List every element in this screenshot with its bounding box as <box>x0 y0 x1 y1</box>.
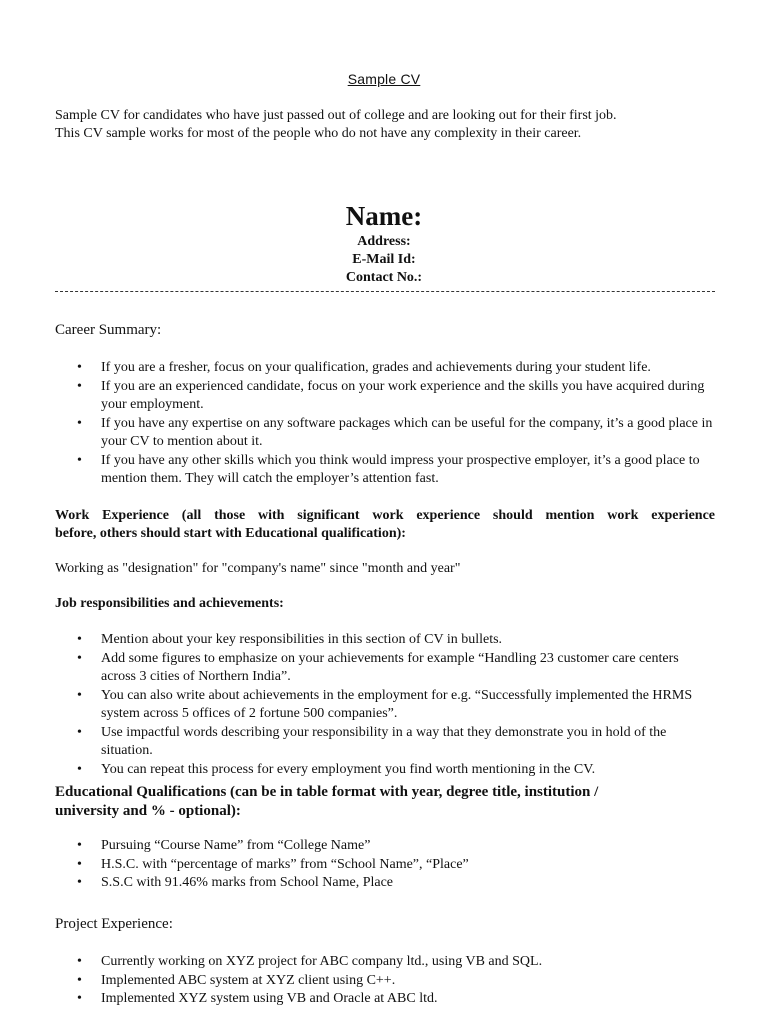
education-list <box>55 837 715 893</box>
list-item: • H.S.C. with “percentage of marks” from “School Name”, “Place” <box>55 856 715 875</box>
list-item: • If you are an experienced candidate, focus on your work experience and the skills you have acquired during your employment. <box>55 378 715 415</box>
section-heading: Project Experience: <box>55 916 173 932</box>
email-label: E-Mail Id: <box>352 252 416 267</box>
working-as-line: Working as "designation" for "company's name" since "month and year" <box>55 561 461 576</box>
subsection-heading: Job responsibilities and achievements: <box>55 596 284 611</box>
list-item: • Mention about your key responsibilities in this section of CV in bullets. <box>55 631 715 650</box>
list-item: • If you have any expertise on any software packages which can be useful for the company, it’s a good place in your CV to mention about it. <box>55 415 715 452</box>
list-item: • Implemented XYZ system using VB and Oracle at ABC ltd. <box>55 990 715 1009</box>
list-item: • Implemented ABC system at XYZ client using C++. <box>55 972 715 991</box>
intro-line: Sample CV for candidates who have just passed out of college and are looking out for their first job. <box>55 108 617 123</box>
section-heading-continued: university and % - optional): <box>55 803 241 819</box>
dashed-divider <box>55 291 715 292</box>
list-item: • Add some figures to emphasize on your achievements for example “Handling 23 customer care centers across 3 cities of Northern India”. <box>55 650 715 687</box>
projects-list <box>55 953 715 1009</box>
candidate-name-label: Name: <box>345 201 423 231</box>
list-item: • S.S.C with 91.46% marks from School Name, Place <box>55 874 715 893</box>
career-summary-section <box>55 321 715 489</box>
intro-line: This CV sample works for most of the people who do not have any complexity in their career. <box>55 126 582 141</box>
contact-number-label: Contact No.: <box>345 270 423 285</box>
list-item: • Currently working on XYZ project for ABC company ltd., using VB and SQL. <box>55 953 715 972</box>
section-heading: Career Summary: <box>55 322 162 338</box>
list-item: • If you have any other skills which you think would impress your prospective employer, it’s a good place to mention them. They will catch the employer’s attention fast. <box>55 452 715 489</box>
list-item: • Pursuing “Course Name” from “College Name” <box>55 837 715 856</box>
list-item: • You can repeat this process for every employment you find worth mentioning in the CV. <box>55 761 715 780</box>
education-section <box>55 783 715 893</box>
project-experience-section <box>55 915 715 1009</box>
document-title: Sample CV <box>347 71 421 87</box>
work-experience-section <box>55 507 715 779</box>
section-heading: Work Experience (all those with significant work experience should mention work experience <box>55 508 715 523</box>
responsibilities-list <box>55 631 715 779</box>
contact-block <box>0 233 768 287</box>
list-item: • You can also write about achievements in the employment for e.g. “Successfully implemented the HRMS system across 5 offices of 2 fortune 500 companies”. <box>55 687 715 724</box>
intro-paragraph <box>55 107 735 143</box>
section-heading-continued: before, others should start with Educational qualification): <box>55 526 406 541</box>
list-item: • Use impactful words describing your responsibility in a way that they demonstrate you in hold of the situation. <box>55 724 715 761</box>
list-item: • If you are a fresher, focus on your qualification, grades and achievements during your student life. <box>55 359 715 378</box>
career-summary-list <box>55 359 715 489</box>
address-label: Address: <box>357 234 411 249</box>
section-heading: Educational Qualifications (can be in table format with year, degree title, institution / <box>55 784 599 800</box>
